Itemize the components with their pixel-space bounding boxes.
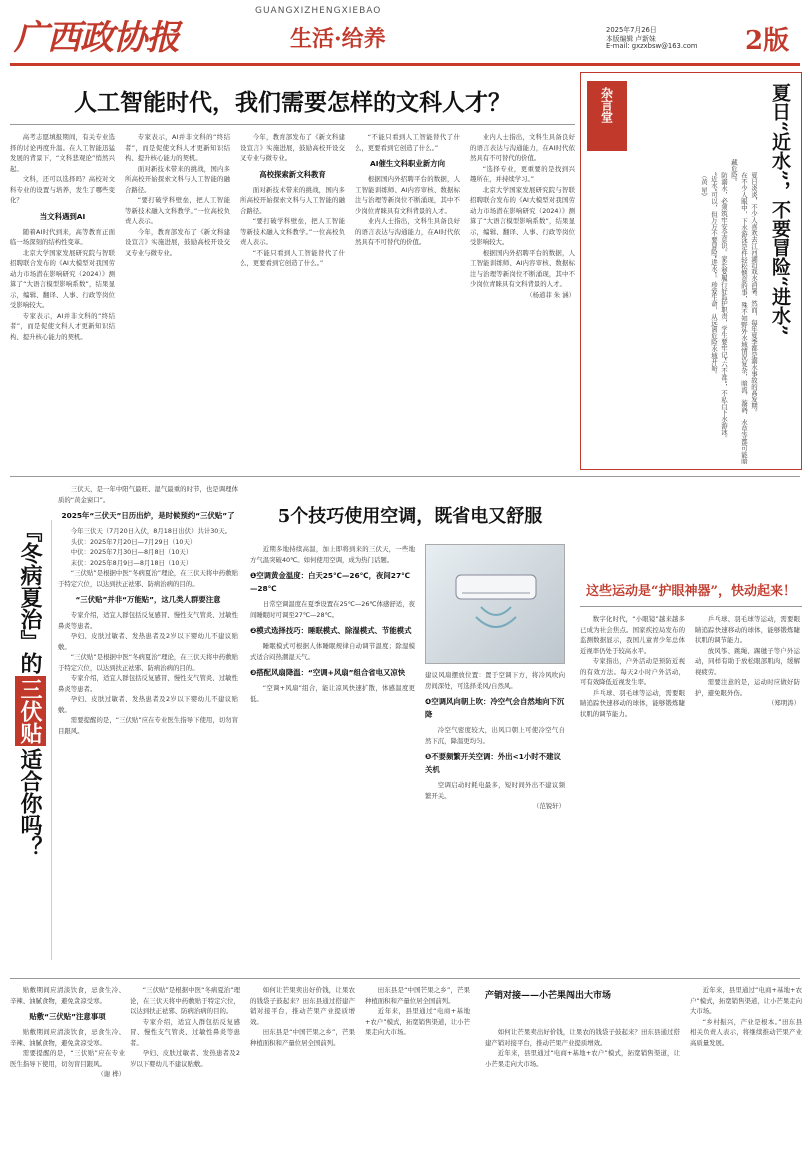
issue-date: 2025年7月26日 <box>606 26 657 34</box>
page-number: 2版 <box>745 26 790 56</box>
section-name: 生活·给养 <box>290 26 386 52</box>
eye-col-2 <box>695 614 800 969</box>
paragraph: 根据国内外招聘平台的数据，人工智能训练师、AI内容审核、数据标注与治理等新岗位不断涌现，其中不少岗位青睐具有文科背景的人才。 <box>355 175 460 215</box>
mango-col-4 <box>690 985 802 1163</box>
byline: （黄 星） <box>700 171 708 200</box>
opinion-box <box>580 72 802 470</box>
ai-col-3 <box>240 132 345 462</box>
mango-col-2 <box>365 985 470 1163</box>
paragraph: 冷空气密度较大，出风口朝上可使冷空气自然下沉，降温更均匀。 <box>425 726 565 745</box>
paragraph: 需要提醒的是，“三伏贴”应在专业医生指导下使用，切勿盲目跟风。 <box>58 716 238 735</box>
subheading: 贴敷“三伏贴”注意事项 <box>29 1012 106 1021</box>
paragraph: “不能只看到人工智能替代了什么，更要看到它创造了什么。” <box>355 133 460 152</box>
paragraph: “三伏贴”是根据中医“冬病夏治”理论，在三伏天将中药敷贴于特定穴位，以达到扶正祛邪、防病治病的目的。 <box>58 653 238 672</box>
paragraph: 业内人士指出，文科生具备良好的语言表达与沟通能力，在AI时代依然具有不可替代的价值。 <box>355 217 460 246</box>
tip-title: ❷模式选择技巧：睡眠模式、除湿模式、节能模式 <box>250 626 412 635</box>
paragraph: 夏日炎炎，不少人喜欢去江河湖泊戏水消暑。然而，每年夏季都是溺水事故的高发期。 <box>750 171 758 415</box>
paragraph: 近期多地持续高温，加上即将到来的三伏天，一些地方气温突破40℃。如何使用空调，成为热门话题。 <box>250 545 415 564</box>
paragraph: 高考志愿填报期间，有关专业选择的讨论再度升温。在人工智能迅猛发展的背景下，“文科悲观论”悄然兴起。 <box>10 133 115 173</box>
paragraph: 北京大学国家发展研究院与智联招聘联合发布的《AI大模型对我国劳动力市场潜在影响研究（2024）》测算了“大语言模型影响系数”，结果显示，编辑、翻译、人事、行政等岗位受影响较大。 <box>10 248 115 309</box>
air-conditioner-icon <box>426 545 566 665</box>
photo-caption: 建议风扇摆放位置：置于空调下方，将冷风吹向房间深处，可选择柔风/自然风。 <box>425 671 565 690</box>
paragraph: 三伏天，是一年中阳气最旺、湿气最重的时节，也是调理体质的“黄金窗口”。 <box>58 485 238 504</box>
tip-title: ❶空调黄金温度：白天25℃—26℃，夜间27℃—28℃ <box>250 571 411 593</box>
paragraph: 防溺水，必须筑牢安全意识。家长要履行好监护职责，学生要牢记“六不准”，不私自下水游泳。 <box>720 171 728 441</box>
paragraph: “要打破学科壁垒，把人工智能等新技术融入文科教学。”一位高校负责人表示。 <box>240 217 345 246</box>
opinion-title: 夏日“近水”，不要冒险“进水” <box>769 83 791 336</box>
section-divider <box>10 476 800 477</box>
paragraph: 孕妇、皮肤过敏者、发热患者及2岁以下婴幼儿不建议贴敷。 <box>58 695 238 714</box>
paragraph: 专家介绍，适宜人群包括反复感冒、慢性支气管炎、过敏性鼻炎等患者。 <box>58 611 238 630</box>
paragraph: 孕妇、皮肤过敏者、发热患者及2岁以下婴幼儿不建议贴敷。 <box>58 632 238 651</box>
paragraph: 专家介绍，适宜人群包括反复感冒、慢性支气管炎、过敏性鼻炎等患者。 <box>58 674 238 693</box>
eye-article <box>580 480 802 975</box>
byline: （谢 桦） <box>97 1070 125 1078</box>
ai-col-5 <box>470 132 575 462</box>
ai-col-2 <box>125 132 230 462</box>
paragraph: 专家表示，AI并非文科的“终结者”，而是促使文科人才更新知识结构、提升核心能力的契机。 <box>125 133 230 162</box>
paragraph: 田东县是“中国芒果之乡”，芒果种植面积和产量位居全国前列。 <box>250 1028 355 1047</box>
paragraph: 在不少人眼中，下水游泳是件轻松惬意的事，殊不知野外水域情况复杂，暗流、漩涡、水草等都可能暗藏危险。 <box>730 159 748 464</box>
paragraph: “空调+风扇”组合，能让凉风快速扩散，体感温度更低。 <box>250 684 415 703</box>
byline: （郑明涛） <box>768 699 800 707</box>
masthead <box>0 0 810 70</box>
paragraph: 面对新技术带来的挑战，国内多所高校开始探索文科与人工智能的融合路径。 <box>125 164 230 194</box>
sanfutie-title-part: 『冬病夏治』的 <box>17 520 43 674</box>
masthead-pinyin: GUANGXIZHENGXIEBAO <box>255 6 382 16</box>
paragraph: 今年三伏天（7月20日入伏，8月18日出伏）共计30天。 <box>70 527 232 535</box>
newspaper-logo: 广西政协报 <box>14 18 179 58</box>
opinion-label <box>587 81 627 151</box>
sanfutie-vertical-title <box>10 520 52 960</box>
sanfutie-bottom-col <box>10 985 125 1163</box>
paragraph: 数字化时代，“小眼镜”越来越多已成为社会焦点。国家疾控局发布的监测数据显示，我国儿童青少年总体近视率仍处于较高水平。 <box>580 615 685 655</box>
paragraph: 近年来，县里通过“电商+基地+农户”模式，拓宽销售渠道，让小芒果走向大市场。 <box>485 1049 680 1068</box>
paragraph: 头伏：2025年7月20日—7月29日（10天） <box>70 537 197 546</box>
paragraph: 贴敷期间应清淡饮食，忌食生冷、辛辣、油腻食物，避免贪凉受寒。 <box>10 986 125 1005</box>
byline: （范锐轩） <box>533 802 565 810</box>
eye-headline-rule <box>580 606 802 607</box>
sanfutie-article <box>10 480 240 975</box>
paragraph: “三伏贴”是根据中医“冬病夏治”理论，在三伏天将中药敷贴于特定穴位，以达到扶正祛邪、防病治病的目的。 <box>58 569 238 588</box>
paragraph: 文科，还可以选择吗？高校对文科专业的设置与培养，发生了哪些变化？ <box>10 175 115 204</box>
paragraph: 近年来，县里通过“电商+基地+农户”模式，拓宽销售渠道，让小芒果走向大市场。 <box>365 1007 470 1036</box>
paragraph: 需要注意的是，运动时应做好防护，避免眼外伤。 <box>695 678 800 697</box>
issue-editor: 本版编辑 卢新妹 <box>606 35 656 43</box>
aircon-photo <box>425 544 565 664</box>
paragraph: 随着AI时代到来，高等教育正面临一场深刻的结构性变革。 <box>10 227 115 246</box>
opinion-body <box>587 159 759 464</box>
paragraph: 如何让芒果卖出好价钱，让果农的钱袋子鼓起来？田东县通过搭建产销对接平台，推动芒果产业提质增效。 <box>250 986 355 1026</box>
ai-headline-rule <box>10 124 575 125</box>
paragraph: 专家表示，AI并非文科的“终结者”，而是促使文科人才更新知识结构、提升核心能力的契机。 <box>10 311 115 341</box>
sanfutie-title-highlight: 三伏贴 <box>15 676 46 746</box>
aircon-col-2 <box>425 670 565 965</box>
paragraph: 专家介绍，适宜人群包括反复感冒、慢性支气管炎、过敏性鼻炎等患者。 <box>130 1017 240 1047</box>
paragraph: 业内人士指出，文科生具备良好的语言表达与沟通能力，在AI时代依然具有不可替代的价值。 <box>470 133 575 162</box>
eye-col-1 <box>580 614 685 969</box>
issue-email: E-mail: gxzxbsw@163.com <box>606 42 698 50</box>
paragraph: “乡村振兴，产业是根本。”田东县相关负责人表示，将继续推动芒果产业高质量发展。 <box>690 1017 802 1047</box>
paragraph: 末伏：2025年8月9日—8月18日（10天） <box>70 558 193 567</box>
paragraph: “近水”可以，但万万不要冒险“进水”。珍爱生命，从远离危险水域开始。 <box>710 171 718 378</box>
byline: （杨道菲 朱 涵） <box>526 290 575 299</box>
mango-article <box>250 985 802 1163</box>
subheading: AI催生文科职业新方向 <box>370 159 445 168</box>
masthead-rule <box>10 63 800 66</box>
paragraph: 放风筝、跳绳、踢毽子等户外运动，同样有助于放松眼部肌肉，缓解视疲劳。 <box>695 646 800 676</box>
mango-col-1 <box>250 985 355 1163</box>
paragraph: 今年，教育部发布了《新文科建设宣言》实施进展，鼓励高校开设交叉专业与微专业。 <box>125 227 230 257</box>
paragraph: 如何让芒果卖出好价钱，让果农的钱袋子鼓起来？田东县通过搭建产销对接平台，推动芒果产业提质增效。 <box>485 1028 680 1047</box>
paragraph: 今年，教育部发布了《新文科建设宣言》实施进展，鼓励高校开设交叉专业与微专业。 <box>240 133 345 162</box>
section-divider <box>10 978 800 979</box>
paragraph: 田东县是“中国芒果之乡”，芒果种植面积和产量位居全国前列。 <box>365 986 470 1005</box>
subheading: “三伏贴”并非“万能贴”，这几类人群要注意 <box>75 595 221 604</box>
paragraph: “三伏贴”是根据中医“冬病夏治”理论，在三伏天将中药敷贴于特定穴位，以达到扶正祛邪、防病治病的目的。 <box>130 986 240 1015</box>
sanfutie-bottom-col-2 <box>130 985 240 1163</box>
paragraph: “选择专业，更重要的是找到兴趣所在，并持续学习。” <box>470 164 575 183</box>
paragraph: 面对新技术带来的挑战，国内多所高校开始探索文科与人工智能的融合路径。 <box>240 185 345 215</box>
paragraph: 空调启动时耗电最多，短时间外出不建议频繁开关。 <box>425 781 565 800</box>
paragraph: 日常空调温度在夏季设置在25℃—26℃体感舒适，夜间睡眠时可调至27℃—28℃。 <box>250 600 415 619</box>
subheading: 当文科遇到AI <box>39 211 86 221</box>
paragraph: 根据国内外招聘平台的数据，人工智能训练师、AI内容审核、数据标注与治理等新岗位不断涌现，其中不少岗位青睐具有文科背景的人才。 <box>470 248 575 288</box>
ai-col-1 <box>10 132 115 462</box>
paragraph: 乒乓球、羽毛球等运动，需要眼睛追踪快速移动的球体，能够锻炼睫状肌的调节能力。 <box>695 615 800 644</box>
paragraph: 专家指出，户外活动是预防近视的有效方法。每天2小时户外活动，可有效降低近视发生率。 <box>580 657 685 686</box>
paragraph: 北京大学国家发展研究院与智联招聘联合发布的《AI大模型对我国劳动力市场潜在影响研究（2024）》测算了“大语言模型影响系数”，结果显示，编辑、翻译、人事、行政等岗位受影响较大。 <box>470 185 575 246</box>
paragraph: 睡眠模式可根据人体睡眠规律自动调节温度；除湿模式适合闷热潮湿天气。 <box>250 642 415 661</box>
paragraph: “要打破学科壁垒，把人工智能等新技术融入文科教学。”一位高校负责人表示。 <box>125 196 230 225</box>
aircon-col-1 <box>250 544 415 964</box>
mango-headline: 产销对接——小芒果闯出大市场 <box>485 991 612 1001</box>
ai-article <box>10 70 575 470</box>
paragraph: 贴敷期间应清淡饮食，忌食生冷、辛辣、油腻食物，避免贪凉受寒。 <box>10 1028 125 1047</box>
ai-col-4 <box>355 132 460 462</box>
mango-col-3 <box>485 1027 680 1163</box>
aircon-article <box>250 480 570 975</box>
subheading: 2025年“三伏天”日历出炉，是时候预约“三伏贴”了 <box>61 511 235 520</box>
eye-headline: 这些运动是“护眼神器”，快动起来！ <box>586 584 796 599</box>
tip-title: ❸搭配风扇降温：“空调+风扇”组合省电又凉快 <box>250 668 406 677</box>
sanfutie-col-1 <box>58 484 238 969</box>
aircon-headline: 5个技巧使用空调，既省电又舒服 <box>277 506 543 527</box>
paragraph: 乒乓球、羽毛球等运动，需要眼睛追踪快速移动的球体，能够锻炼睫状肌的调节能力。 <box>580 688 685 718</box>
paragraph: 近年来，县里通过“电商+基地+农户”模式，拓宽销售渠道，让小芒果走向大市场。 <box>690 986 802 1015</box>
subheading: 高校探索新文科教育 <box>259 169 326 179</box>
sanfutie-title-part: 适合你吗？ <box>17 748 43 858</box>
tip-title: ❹空调风向朝上吹：冷空气会自然地向下沉降 <box>425 697 565 719</box>
paragraph: 孕妇、皮肤过敏者、发热患者及2岁以下婴幼儿不建议贴敷。 <box>130 1049 240 1068</box>
opinion-label-text: 杂言堂 <box>599 87 614 123</box>
tip-title: ❺不要频繁开关空调：外出<1小时不建议关机 <box>425 752 561 774</box>
paragraph: “不能只看到人工智能替代了什么，更要看到它创造了什么。” <box>240 248 345 267</box>
ai-headline: 人工智能时代，我们需要怎样的文科人才？ <box>74 89 511 116</box>
paragraph: 中伏：2025年7月30日—8月8日（10天） <box>70 548 193 556</box>
paragraph: 需要提醒的是，“三伏贴”应在专业医生指导下使用，切勿盲目跟风。 <box>10 1049 125 1068</box>
